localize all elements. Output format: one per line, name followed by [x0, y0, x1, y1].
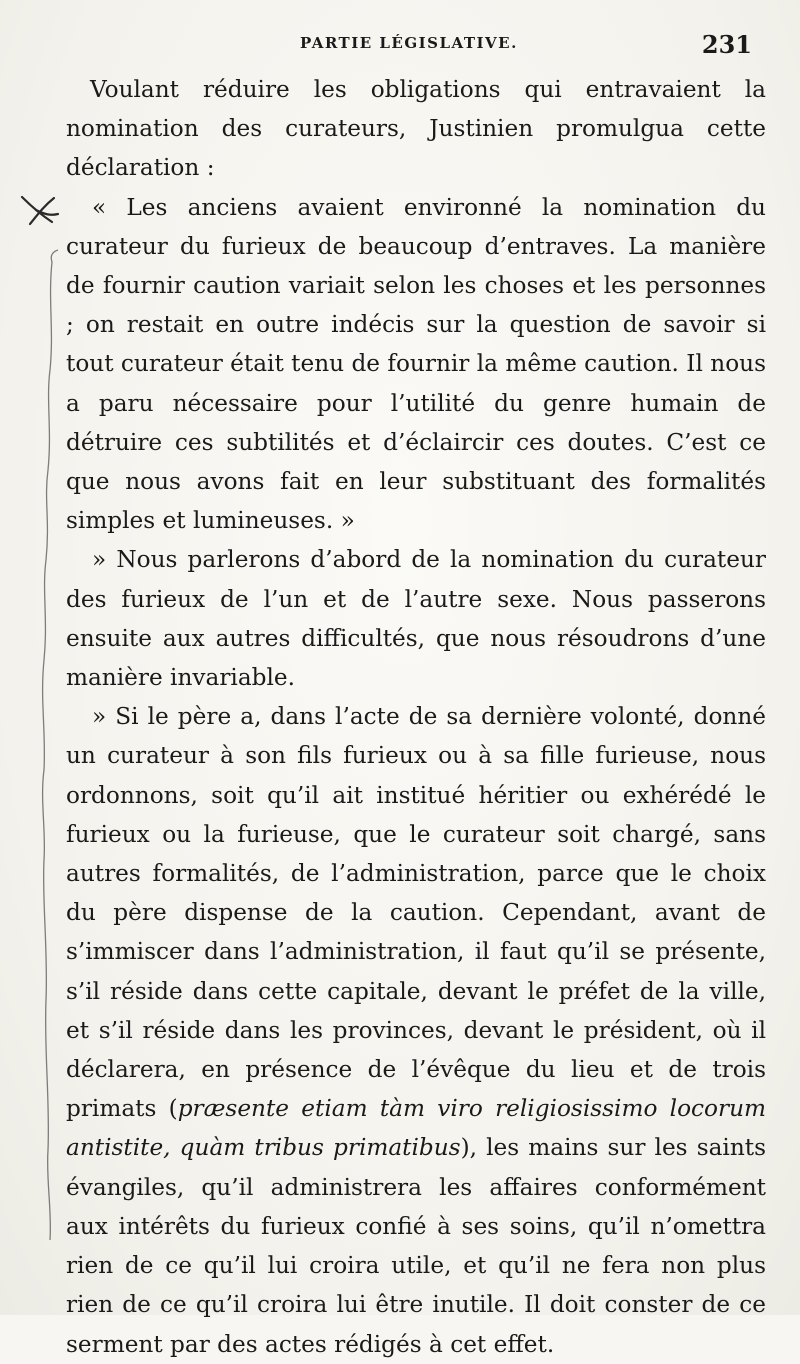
cross-mark-icon [22, 197, 58, 224]
paragraph-intro: Voulant réduire les obligations qui entravaient la nomination des curateurs, Justinien promulgua cette déclaration : [66, 76, 766, 182]
paragraph-quote-3 [66, 697, 766, 1363]
latin-quotation: præsente etiam tàm viro religiosissimo locorum antistite, quàm tribus primatibus [66, 1095, 766, 1162]
paragraph-quote-2: » Nous parlerons d’abord de la nomination du curateur des furieux de l’un et de l’autre sexe. Nous passerons ensuite aux autres difficultés, que nous résoudrons d’une manière invariable. [66, 546, 766, 692]
running-head: PARTIE LÉGISLATIVE. [300, 34, 518, 52]
paragraph-quote-3-before: » Si le père a, dans l’acte de sa dernière volonté, donné un curateur à son fils furieux ou à sa fille furieuse, nous ordonnons, soit qu’il ait institué héritier ou exhérédé le furieux ou la furieuse, que le curateur soit chargé, sans autres formalités, de l’administration, parce que le choix du père dispense de la caution. Cependant, avant de s’immiscer dans l’administration, il faut qu’il se présente, s’il réside dans cette capitale, devant le préfet de la ville, et s’il réside dans les provinces, devant le président, où il déclarera, en présence de l’évêque du lieu et de trois primats ( [66, 703, 766, 1123]
page-number: 231 [701, 30, 752, 59]
body-text [66, 70, 766, 1364]
margin-line [43, 250, 58, 1240]
paragraph-quote-1: « Les anciens avaient environné la nomination du curateur du furieux de beaucoup d’entraves. La manière de fournir caution variait selon les choses et les personnes ; on restait en outre indécis sur la question de savoir si tout curateur était tenu de fournir la même caution. Il nous a paru nécessaire pour l’utilité du genre humain de détruire ces subtilités et d’éclaircir ces doutes. C’est ce que nous avons fait en leur substituant des formalités simples et lumineuses. » [66, 193, 766, 535]
paragraph-quote-3-after: ), les mains sur les saints évangiles, qu’il administrera les affaires conformément aux intérêts du furieux confié à ses soins, qu’il n’omettra rien de ce qu’il lui croira utile, et qu’il ne fera non plus rien de ce qu’il croira lui être inutile. Il doit conster de ce serment par des actes rédigés à cet effet. [66, 1134, 766, 1358]
page-header [0, 30, 800, 60]
